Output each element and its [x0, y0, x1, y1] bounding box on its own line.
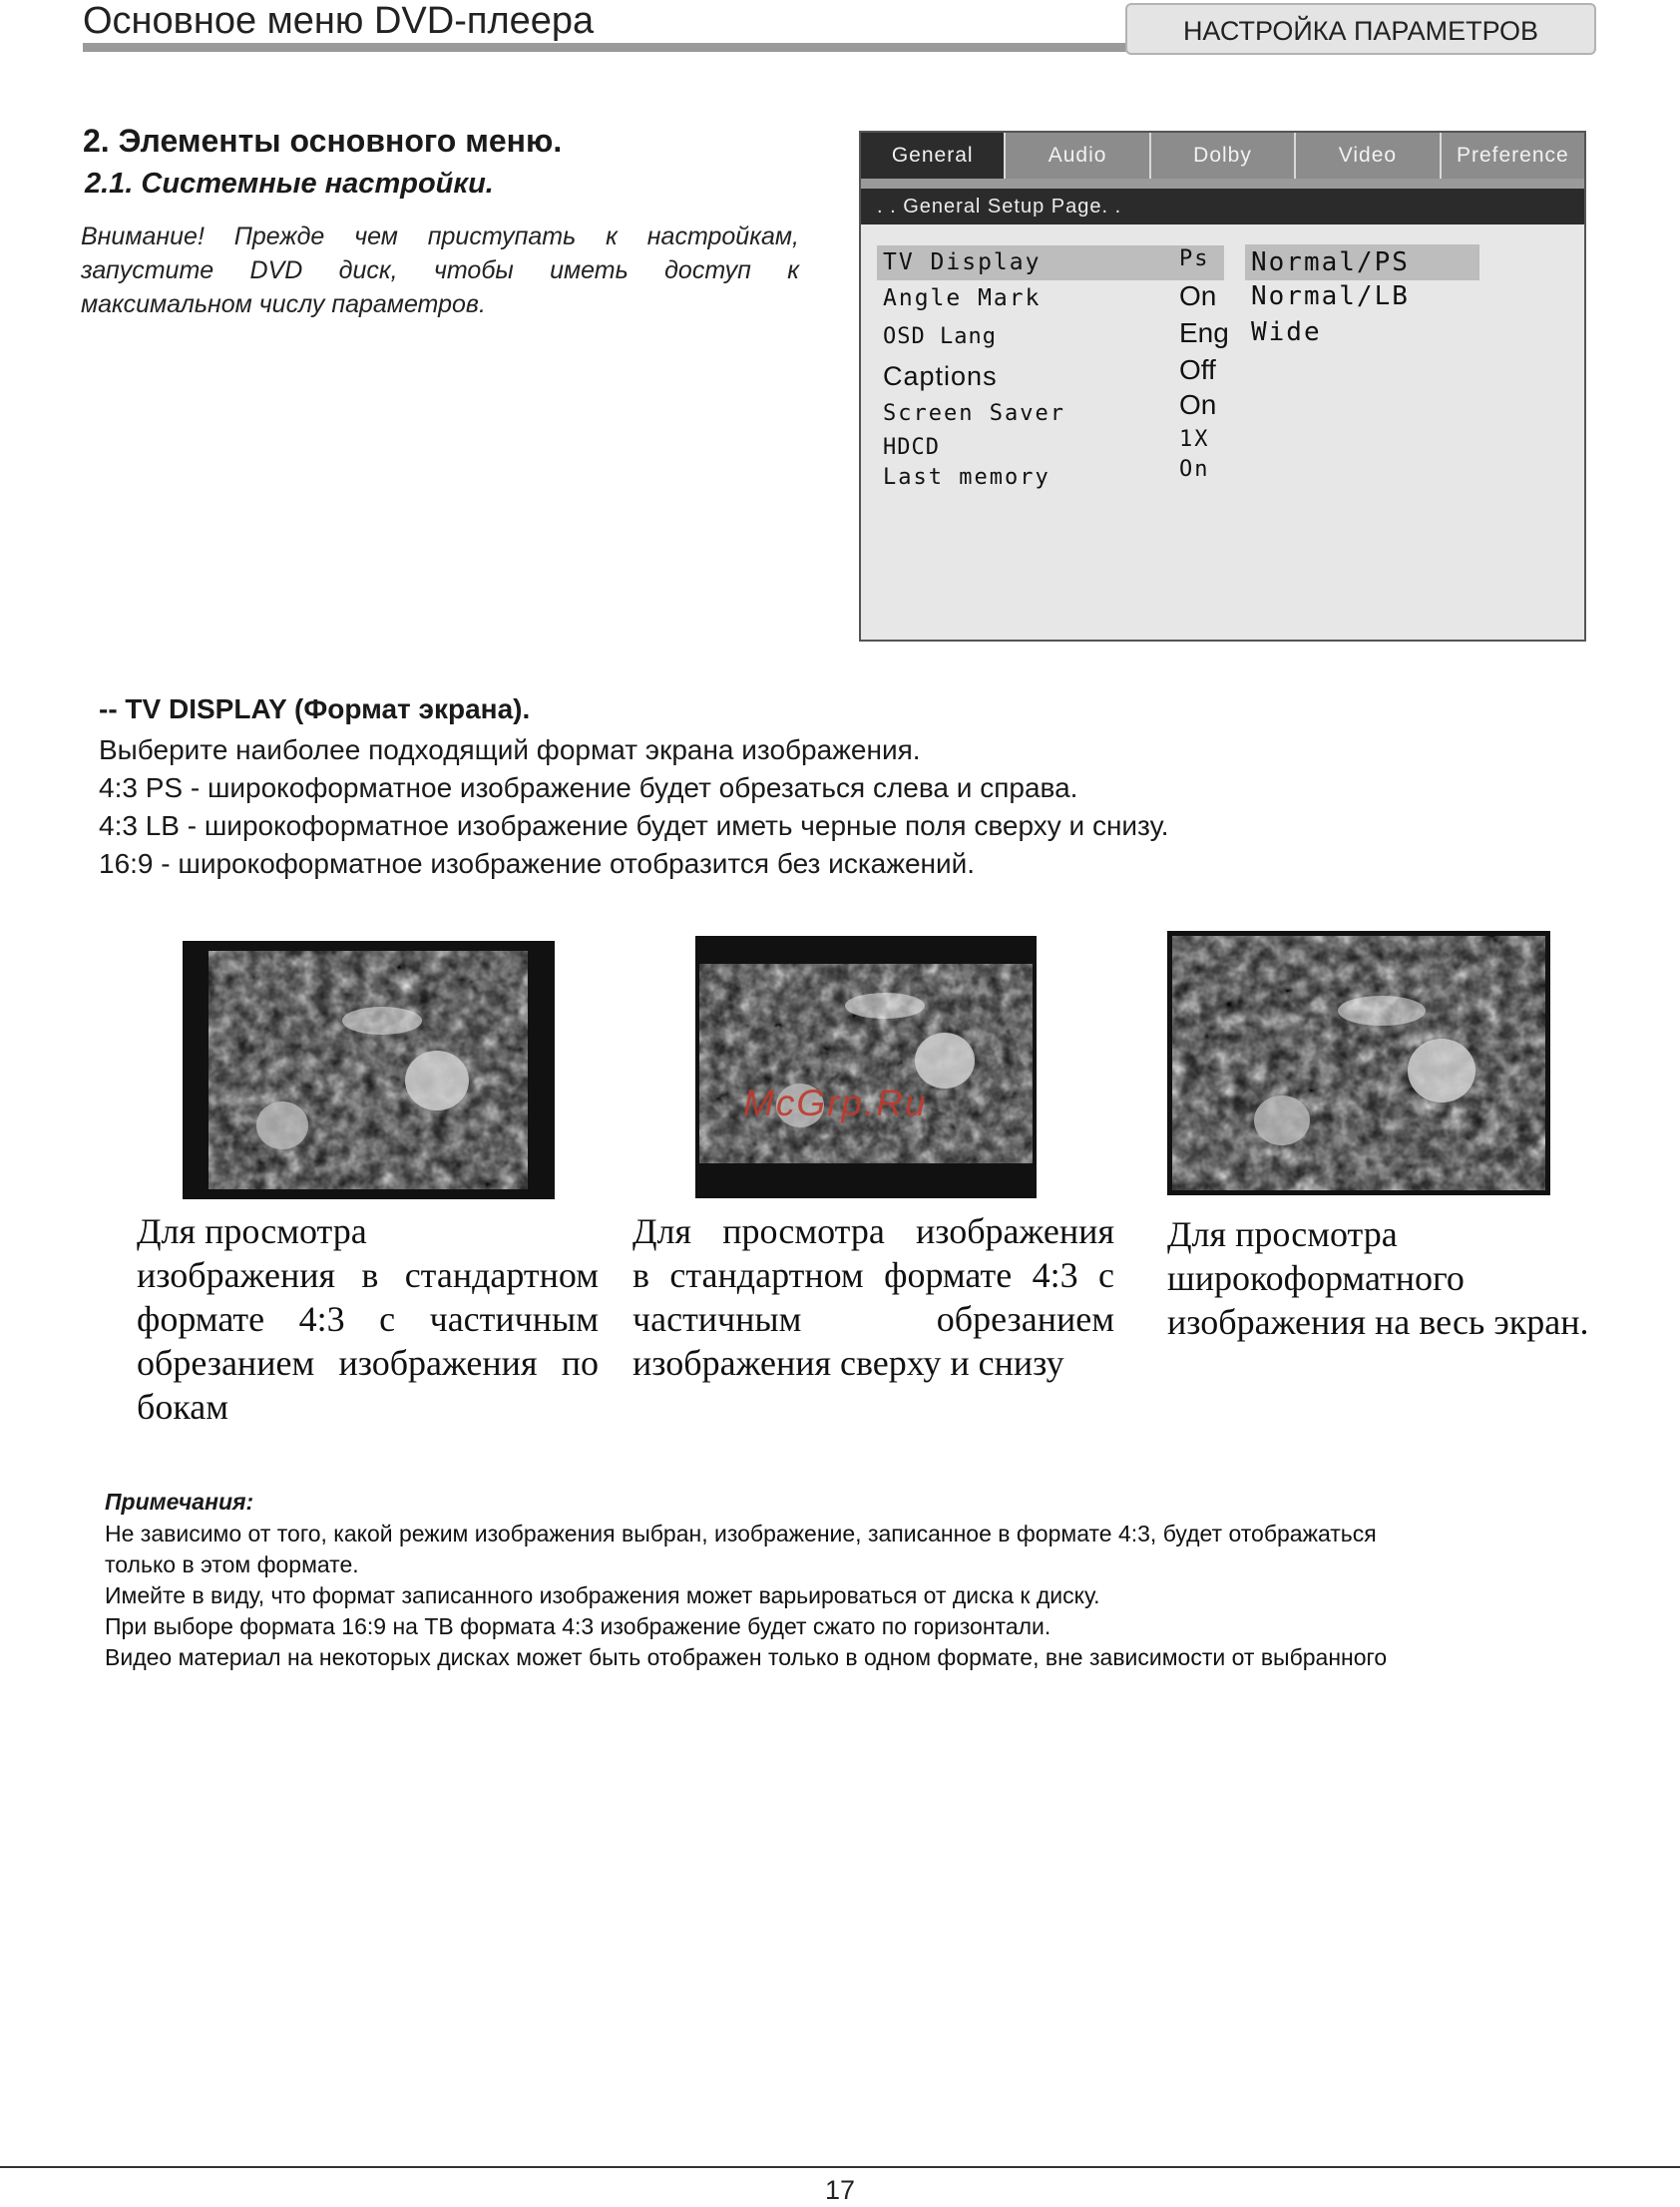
- caption-line: обрезанием изображения по: [137, 1343, 599, 1383]
- caption-line: формате 4:3 с частичным: [137, 1299, 599, 1339]
- tv-display-line: Выберите наиболее подходящий формат экрана изображения.: [99, 734, 921, 765]
- photo-4-3-lb: [695, 936, 1037, 1198]
- menu-value-hdcd: 1X: [1179, 427, 1210, 452]
- menu-value-last-memory: On: [1179, 457, 1210, 482]
- menu-item-last-memory[interactable]: Last memory: [883, 465, 1050, 490]
- menu-divider: [861, 179, 1584, 189]
- note-line: Видео материал на некоторых дисках может быть отображен только в одном формате, вне зависимости от выбранного: [105, 1644, 1388, 1670]
- menu-option-normal-ps[interactable]: Normal/PS: [1245, 244, 1479, 280]
- watermark-text: McGrp.Ru: [743, 1083, 928, 1123]
- caption-line: Для просмотра: [137, 1211, 367, 1251]
- tab-dolby[interactable]: Dolby: [1151, 133, 1296, 179]
- note-line: только в этом формате.: [105, 1551, 359, 1577]
- caption-line: изображения сверху и снизу: [632, 1343, 1064, 1383]
- tv-display-line: 4:3 PS - широкоформатное изображение будет обрезаться слева и справа.: [99, 772, 1078, 803]
- caption-line: бокам: [137, 1387, 229, 1427]
- caption-16-9-wide: [1167, 1212, 1626, 1344]
- menu-option-wide[interactable]: Wide: [1251, 317, 1322, 347]
- section-badge: НАСТРОЙКА ПАРАМЕТРОВ: [1125, 3, 1596, 55]
- menu-option-normal-lb[interactable]: Normal/LB: [1251, 281, 1410, 311]
- header-rule: [83, 43, 1127, 52]
- menu-page-title: . . General Setup Page. .: [861, 189, 1584, 224]
- page-header-title: Основное меню DVD-плеера: [83, 0, 595, 42]
- note-line: Имейте в виду, что формат записанного изображения может варьироваться от диска к диску.: [105, 1582, 1100, 1608]
- menu-value-screen-saver: On: [1179, 389, 1217, 420]
- general-setup-menu: [859, 131, 1586, 642]
- caption-line: изображения в стандартном: [137, 1255, 599, 1295]
- menu-item-osd-lang[interactable]: OSD Lang: [883, 324, 997, 349]
- menu-tab-bar: [861, 133, 1584, 179]
- photo-4-3-ps: [183, 941, 555, 1199]
- attention-line: Внимание! Прежде чем приступать к настройкам,: [81, 222, 799, 250]
- menu-value-osd-lang: Eng: [1179, 317, 1229, 348]
- caption-line: Для просмотра изображения: [632, 1211, 1114, 1251]
- photo-16-9-wide: [1167, 931, 1550, 1195]
- tab-video[interactable]: Video: [1296, 133, 1441, 179]
- menu-item-tv-display[interactable]: TV Display: [877, 245, 1224, 280]
- attention-line: запустите DVD диск, чтобы иметь доступ к: [81, 256, 799, 284]
- menu-item-screen-saver[interactable]: Screen Saver: [883, 401, 1065, 426]
- tv-display-line: 4:3 LB - широкоформатное изображение будет иметь черные поля сверху и снизу.: [99, 810, 1169, 841]
- caption-line: в стандартном формате 4:3 с: [632, 1255, 1114, 1295]
- caption-line: широкоформатного: [1167, 1258, 1465, 1298]
- attention-note: [81, 220, 799, 321]
- menu-value-angle-mark: On: [1179, 280, 1217, 311]
- menu-item-hdcd[interactable]: HDCD: [883, 435, 940, 460]
- tab-audio[interactable]: Audio: [1006, 133, 1150, 179]
- caption-line: Для просмотра: [1167, 1214, 1398, 1254]
- tab-general[interactable]: General: [861, 133, 1006, 179]
- tv-display-line: 16:9 - широкоформатное изображение отобразится без искажений.: [99, 848, 976, 879]
- note-line: При выборе формата 16:9 на ТВ формата 4:3 изображение будет сжато по горизонтали.: [105, 1613, 1051, 1639]
- attention-line: максимальном числу параметров.: [81, 290, 486, 318]
- caption-4-3-lb: [632, 1209, 1114, 1385]
- section-subtitle: 2.1. Системные настройки.: [85, 168, 494, 200]
- footer-rule: [0, 2166, 1680, 2168]
- caption-line: частичным обрезанием: [632, 1299, 1114, 1339]
- menu-value-captions: Off: [1179, 354, 1216, 385]
- menu-value-tv-display: Ps: [1179, 246, 1210, 271]
- tab-preference[interactable]: Preference: [1442, 133, 1584, 179]
- caption-line: изображения на весь экран.: [1167, 1302, 1589, 1342]
- notes-title: Примечания:: [105, 1489, 254, 1515]
- menu-item-angle-mark[interactable]: Angle Mark: [883, 285, 1042, 311]
- menu-item-captions[interactable]: Captions: [883, 361, 998, 391]
- section-title: 2. Элементы основного меню.: [83, 123, 563, 159]
- note-line: Не зависимо от того, какой режим изображения выбран, изображение, записанное в формате 4:3, будет отображаться: [105, 1521, 1377, 1546]
- tv-display-heading: -- TV DISPLAY (Формат экрана).: [99, 693, 531, 724]
- page-number: 17: [824, 2175, 856, 2205]
- caption-4-3-ps: [137, 1209, 599, 1429]
